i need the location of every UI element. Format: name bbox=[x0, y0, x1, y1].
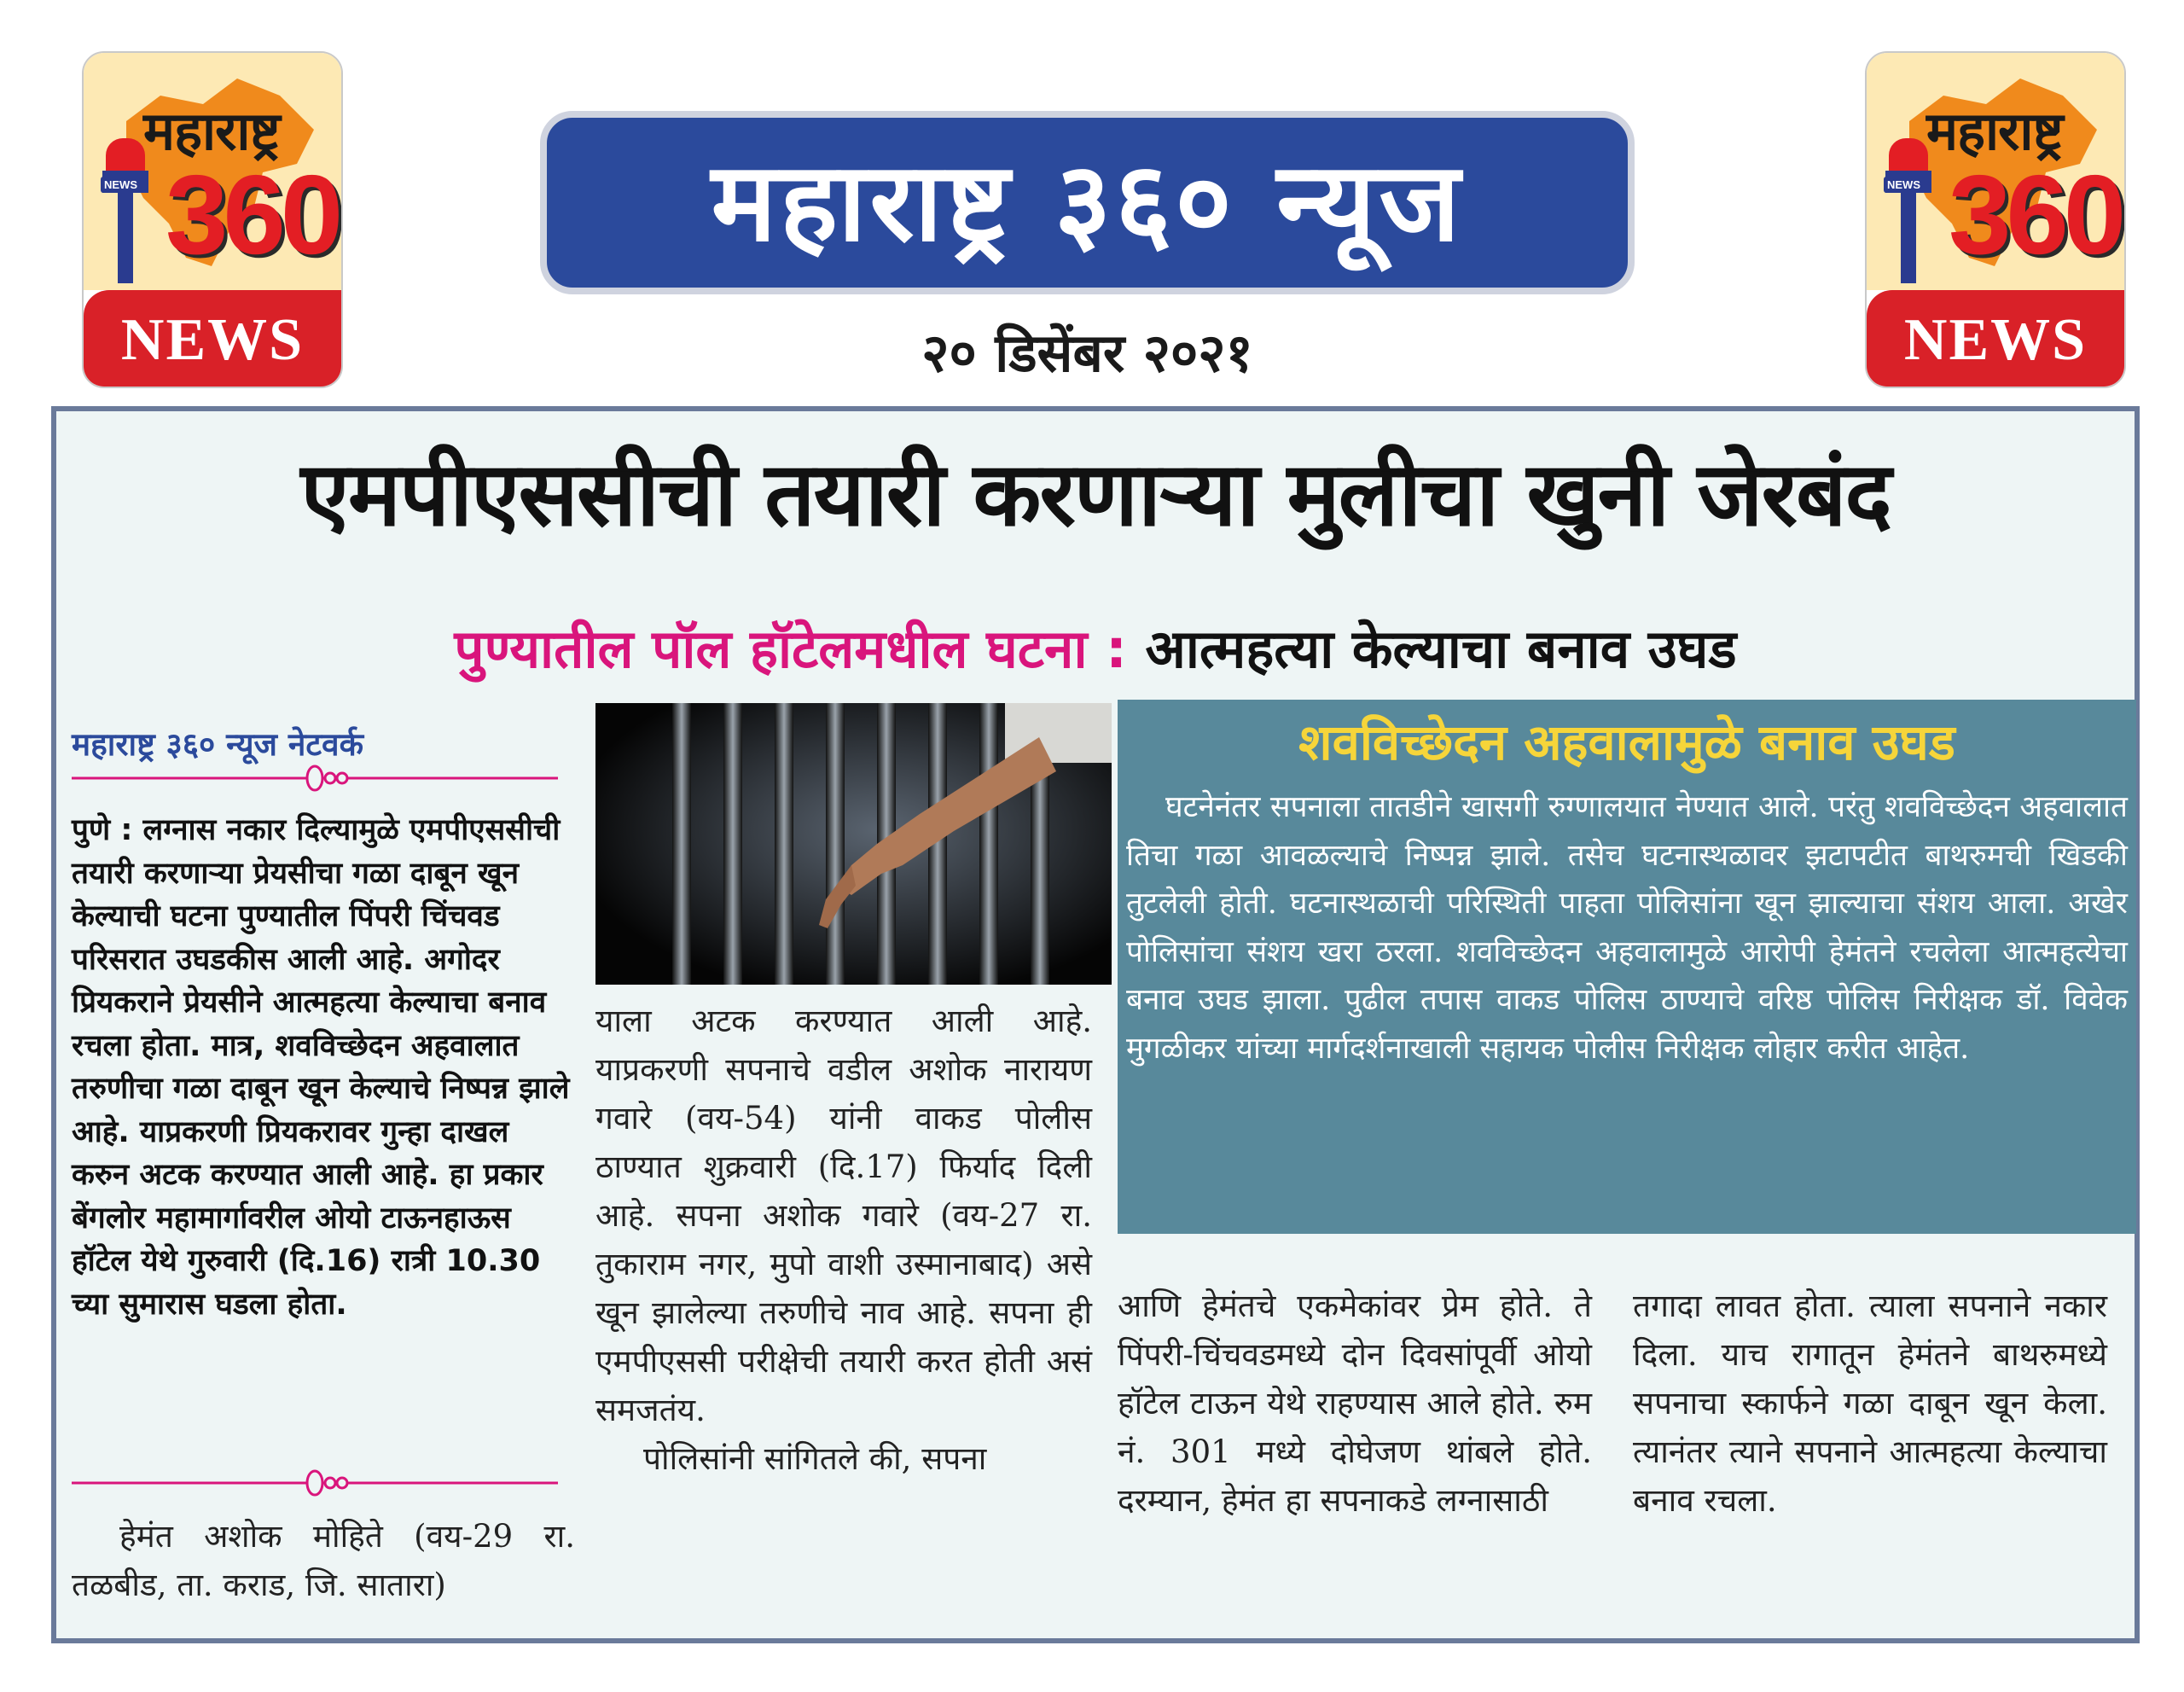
logo-news-label: NEWS bbox=[1903, 306, 2088, 373]
article-body-middle-para: याला अटक करण्यात आली आहे. याप्रकरणी सपनाचे वडील अशोक नारायण गवारे (वय-54) यांनी वाकड पोलीस ठाण्यात शुक्रवारी (दि.17) फिर्याद दिली आहे. सपना अशोक गवारे (वय-27 रा. तुकाराम नगर, मुपो वाशी उस्मानाबाद) असे खून झालेल्या तरुणीचे नाव आहे. सपना ही एमपीएससी परीक्षेची तयारी करत होती असं समजतंय. bbox=[595, 1003, 1092, 1428]
publication-date: २० डिसेंबर २०२१ bbox=[921, 322, 1253, 384]
logo-marathi-text: महाराष्ट्र bbox=[143, 100, 280, 162]
masthead-title-box bbox=[540, 111, 1635, 294]
article-body-right-1: आणि हेमंतचे एकमेकांवर प्रेम होते. ते पिंपरी-चिंचवडमध्ये दोन दिवसांपूर्वी ओयो हॉटेल टाऊन येथे राहण्यास आले होते. रुम नं. 301 मध्ये दोघेजण थांबले होते. दरम्यान, हेमंत हा सपनाकडे लग्नासाठी bbox=[1118, 1288, 1592, 1519]
article-subheadline bbox=[56, 619, 2135, 679]
info-box-body: घटनेनंतर सपनाला तातडीने खासगी रुग्णालयात नेण्यात आले. परंतु शवविच्छेदन अहवालात तिचा गळा आवळल्याचे निष्पन्न झाले. तसेच घटनास्थळावर झटापटीत बाथरुमची खिडकी तुटलेली होती. घटनास्थळाची परिस्थिती पाहता पोलिसांना खून झाल्याचा संशय आला. अखेर पोलिसांचा संशय खरा ठरला. शवविच्छेदन अहवालामुळे आरोपी हेमंतने रचलेला आत्महत्येचा बनाव उघड झाला. पुढील तपास वाकड पोलिस ठाण्याचे वरिष्ठ पोलिस निरीक्षक डॉ. विवेक मुगळीकर यांच्या मार्गदर्शनाखाली सहायक पोलीस निरीक्षक लोहार करीत आहेत. bbox=[1126, 790, 2128, 1066]
logo-number: 360 bbox=[1949, 152, 2122, 277]
article-body-middle-para-2: पोलिसांनी सांगितले की, सपना bbox=[643, 1440, 987, 1477]
logo-left bbox=[82, 51, 343, 388]
logo-bottom-panel bbox=[1867, 290, 2124, 388]
subhead-main: आत्महत्या केल्याचा बनाव उघड bbox=[1145, 618, 1737, 680]
divider-ornament bbox=[72, 761, 558, 795]
logo-right bbox=[1865, 51, 2126, 388]
article-byline: महाराष्ट्र ३६० न्यूज नेटवर्क bbox=[72, 726, 364, 763]
logo-number: 360 bbox=[166, 152, 339, 277]
logo-bottom-panel bbox=[84, 290, 341, 388]
article-body-left: हेमंत अशोक मोहिते (वय-29 रा. तळबीड, ता. कराड, जि. सातारा) bbox=[72, 1518, 575, 1603]
article-headline: एमपीएससीची तयारी करणाऱ्या मुलीचा खुनी जेरबंद bbox=[300, 442, 1891, 546]
article-frame bbox=[51, 406, 2140, 1643]
article-body-right-2: तगादा लावत होता. त्याला सपनाने नकार दिला. याच रागातून हेमंतने बाथरुमध्ये सपनाचा स्कार्फने गळा दाबून खून केला. त्यानंतर त्याने सपनाने आत्महत्या केल्याचा बनाव रचला. bbox=[1633, 1288, 2107, 1519]
logo-news-label: NEWS bbox=[120, 306, 305, 373]
article-lead-paragraph: पुणे : लग्नास नकार दिल्यामुळे एमपीएससीची तयारी करणाऱ्या प्रेयसीचा गळा दाबून खून केल्याची घटना पुण्यातील पिंपरी चिंचवड परिसरात उघडकीस आली आहे. अगोदर प्रियकराने प्रेयसीने आत्महत्या केल्याचा बनाव रचला होता. मात्र, शवविच्छेदन अहवालात तरुणीचा गळा दाबून खून केल्याचे निष्पन्न झाले आहे. याप्रकरणी प्रियकरावर गुन्हा दाखल करुन अटक करण्यात आली आहे. हा प्रकार बेंगलोर महामार्गावरील ओयो टाऊनहाऊस हॉटेल येथे गुरुवारी (दि.16) रात्री 10.30 च्या सुमारास घडला होता. bbox=[72, 813, 570, 1322]
divider-ornament bbox=[72, 1466, 558, 1500]
jail-bars-photo bbox=[595, 703, 1112, 985]
logo-news-tag: NEWS bbox=[1884, 177, 1924, 193]
article-body-middle bbox=[595, 997, 1092, 1483]
subhead-location: पुण्यातील पॉल हॉटेलमधील घटना : bbox=[454, 618, 1127, 680]
info-box-title: शवविच्छेदन अहवालामुळे बनाव उघड bbox=[1298, 713, 1955, 771]
masthead-title: महाराष्ट्र ३६० न्यूज bbox=[711, 138, 1464, 266]
logo-news-tag: NEWS bbox=[101, 177, 141, 193]
postmortem-info-box bbox=[1118, 700, 2136, 1234]
logo-marathi-text: महाराष्ट्र bbox=[1926, 100, 2063, 162]
